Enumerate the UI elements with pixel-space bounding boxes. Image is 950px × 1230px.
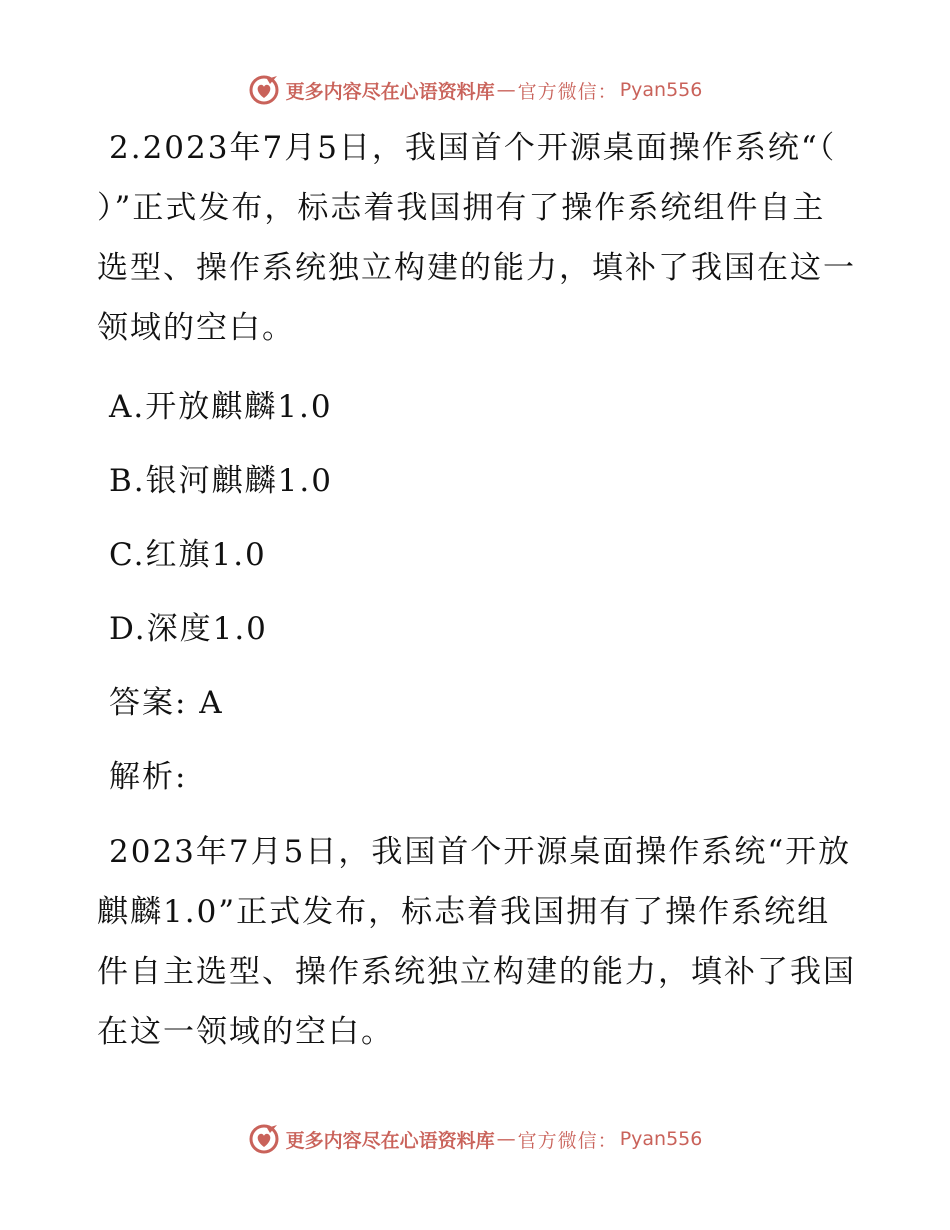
watermark-main-text: 更多内容尽在心语资料库: [285, 80, 495, 103]
analysis-label: 解析:: [109, 759, 188, 795]
watermark-dash: —: [496, 79, 516, 101]
question-text: 2.2023年7月5日，我国首个开源桌面操作系统“（ ）”正式发布，标志着我国拥有了操作系统组件自主选型、操作系统独立构建的能力，填补了我国在这一领域的空白。: [97, 130, 856, 346]
option-a: A.开放麒麟1.0: [109, 389, 333, 425]
footer-watermark: [0, 1119, 950, 1159]
header-watermark: [0, 70, 950, 110]
explanation-text: 2023年7月5日，我国首个开源桌面操作系统“开放麒麟1.0”正式发布，标志着我国拥有了操作系统组件自主选型、操作系统独立构建的能力，填补了我国在这一领域的空白。: [97, 834, 856, 1050]
heart-pen-logo-icon: [248, 1123, 280, 1155]
heart-pen-logo-icon: [248, 74, 280, 106]
watermark-handle: Pyan556: [619, 1128, 703, 1150]
watermark-sub-text: 官方微信：: [517, 1129, 618, 1152]
watermark-sub-text: 官方微信：: [517, 80, 618, 103]
options-list: [97, 370, 857, 666]
option-c: C.红旗1.0: [109, 537, 267, 573]
watermark-dash: —: [496, 1128, 516, 1150]
watermark-main-text: 更多内容尽在心语资料库: [285, 1129, 495, 1152]
question-content: [97, 118, 857, 1062]
option-b: B.银河麒麟1.0: [109, 463, 333, 499]
option-d: D.深度1.0: [109, 611, 268, 647]
watermark-handle: Pyan556: [619, 79, 703, 101]
answer-line: 答案: A: [109, 685, 224, 721]
